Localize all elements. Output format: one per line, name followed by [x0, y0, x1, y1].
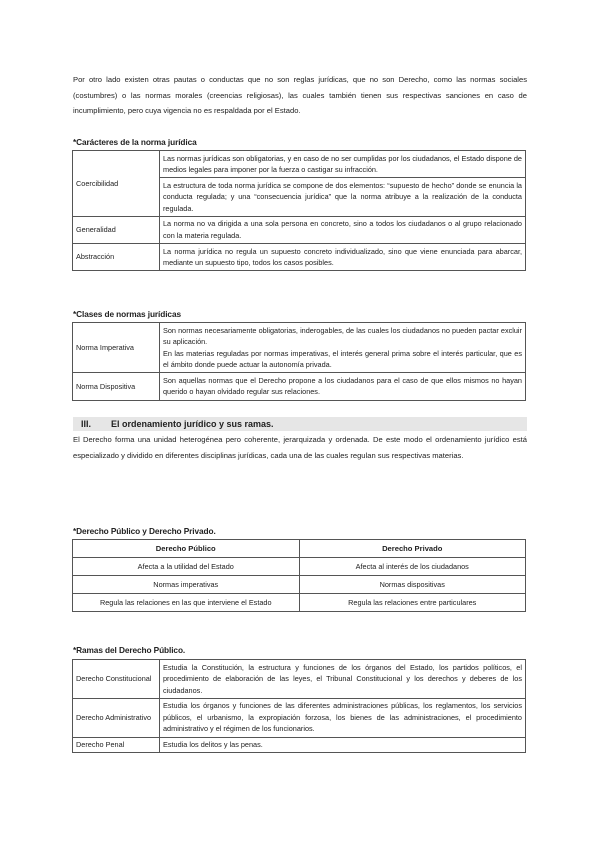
clases-heading: *Clases de normas jurídicas [73, 309, 181, 319]
cell: Regula las relaciones en las que interviene el Estado [73, 594, 300, 612]
row-key-dispositiva: Norma Dispositiva [73, 373, 160, 400]
table-row [73, 323, 526, 373]
table-row [73, 594, 526, 612]
row-value: Estudia los delitos y las penas. [160, 737, 526, 753]
table-row [73, 737, 526, 753]
cell: Afecta al interés de los ciudadanos [299, 558, 526, 576]
row-value: Son aquellas normas que el Derecho propone a los ciudadanos para el caso de que ellos mismos no hayan querido o hayan olvidado regular sus relaciones. [160, 373, 526, 400]
table-row [73, 558, 526, 576]
row-key-penal: Derecho Penal [73, 737, 160, 753]
row-value: Estudia los órganos y funciones de las diferentes administraciones públicas, los reglamentos, los servicios públicos, el urbanismo, la expropiación forzosa, los bienes de las administraciones, el procedimiento administrativo y el régimen de los funcionarios. [160, 698, 526, 737]
caracteres-heading: *Carácteres de la norma jurídica [73, 137, 197, 147]
table-row [73, 698, 526, 737]
publico-privado-table [72, 539, 526, 612]
row-value: En las materias reguladas por normas imperativas, el interés general prima sobre el interés particular, que es el ámbito donde puede actuar la autonomía privada. [163, 348, 522, 370]
header-privado: Derecho Privado [299, 540, 526, 558]
table-row [73, 660, 526, 699]
row-key-generalidad: Generalidad [73, 216, 160, 243]
row-key-coercibilidad: Coercibilidad [73, 151, 160, 217]
section-title: El ordenamiento jurídico y sus ramas. [111, 419, 274, 429]
row-key-imperativa: Norma Imperativa [73, 323, 160, 373]
row-value: Estudia la Constitución, la estructura y funciones de los órganos del Estado, los partidos políticos, el procedimiento de elaboración de las leyes, el Tribunal Constitucional y los derechos y deberes de los ciudadanos. [160, 660, 526, 699]
row-value: La estructura de toda norma jurídica se compone de dos elementos: “supuesto de hecho” donde se enuncia la conducta regulada; y una “consecuencia jurídica” que la norma atribuye a la realización de la conducta regulada. [160, 178, 526, 217]
row-value: La norma no va dirigida a una sola persona en concreto, sino a todos los ciudadanos o al grupo relacionado con la materia regulada. [160, 216, 526, 243]
section-heading [73, 417, 527, 431]
row-value: La norma jurídica no regula un supuesto concreto individualizado, sino que viene enunciada para abarcar, mediante un supuesto tipo, todos los casos posibles. [160, 244, 526, 271]
ramas-table [72, 659, 526, 753]
table-header-row [73, 540, 526, 558]
table-row [73, 244, 526, 271]
row-key-constitucional: Derecho Constitucional [73, 660, 160, 699]
cell: Afecta a la utilidad del Estado [73, 558, 300, 576]
intro-paragraph: Por otro lado existen otras pautas o conductas que no son reglas jurídicas, que no son Derecho, como las normas sociales (costumbres) o las normas morales (creencias religiosas), las cuales también tienen sus respectivas sanciones en caso de incumplimiento, pero cuya vigencia no es respaldada por el Estado. [73, 75, 527, 116]
table-row [73, 151, 526, 178]
publico-privado-heading: *Derecho Público y Derecho Privado. [73, 526, 216, 536]
table-row [73, 373, 526, 400]
row-key-abstraccion: Abstracción [73, 244, 160, 271]
row-key-administrativo: Derecho Administrativo [73, 698, 160, 737]
cell: Normas imperativas [73, 576, 300, 594]
table-row [73, 576, 526, 594]
table-row [73, 216, 526, 243]
clases-table [72, 322, 526, 401]
header-publico: Derecho Público [73, 540, 300, 558]
cell: Normas dispositivas [299, 576, 526, 594]
caracteres-table [72, 150, 526, 271]
row-value: Las normas jurídicas son obligatorias, y en caso de no ser cumplidas por los ciudadanos, el Estado dispone de medios legales para imponer por la fuerza o castigar su infracción. [160, 151, 526, 178]
section-paragraph: El Derecho forma una unidad heterogénea pero coherente, jerarquizada y ordenada. De este modo el ordenamiento jurídico está especializado y dividido en diferentes disciplinas jurídicas, cada una de las cuales regulan sus respectivas materias. [73, 435, 527, 460]
row-value: Son normas necesariamente obligatorias, inderogables, de las cuales los ciudadanos no pueden pactar excluir su aplicación. [163, 325, 522, 347]
ramas-heading: *Ramas del Derecho Público. [73, 645, 186, 655]
cell: Regula las relaciones entre particulares [299, 594, 526, 612]
section-number: III. [81, 419, 92, 429]
